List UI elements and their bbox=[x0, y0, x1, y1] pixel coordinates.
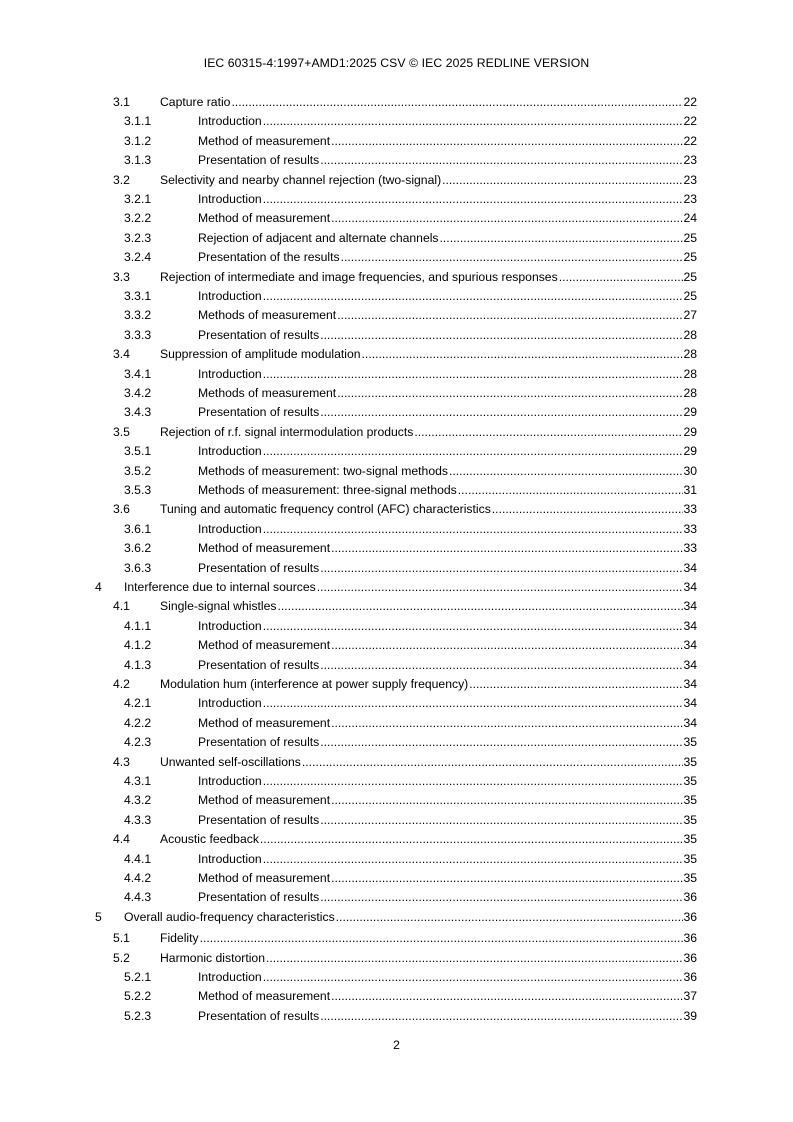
toc-entry[interactable] bbox=[124, 132, 697, 151]
toc-entry-page: 34 bbox=[683, 657, 697, 672]
toc-entry-page: 36 bbox=[683, 931, 697, 946]
toc-entry-title: Presentation of results bbox=[198, 405, 320, 420]
toc-dot-leader bbox=[262, 617, 684, 636]
toc-entry-page: 35 bbox=[683, 735, 697, 750]
toc-entry[interactable] bbox=[124, 520, 697, 539]
toc-dot-leader bbox=[330, 539, 683, 558]
toc-dot-leader bbox=[439, 229, 684, 248]
toc-dot-leader bbox=[319, 559, 683, 578]
toc-entry-title: Method of measurement bbox=[198, 871, 331, 885]
toc-entry-page: 23 bbox=[683, 153, 697, 168]
toc-entry-number: 3.4.3 bbox=[124, 405, 152, 420]
toc-entry-page: 34 bbox=[683, 580, 697, 594]
toc-entry[interactable] bbox=[124, 403, 697, 422]
toc-entry-title: Introduction bbox=[198, 851, 262, 866]
toc-entry[interactable] bbox=[113, 345, 697, 364]
toc-entry-page: 34 bbox=[683, 715, 697, 730]
toc-entry-page: 35 bbox=[683, 871, 697, 885]
toc-entry-page: 24 bbox=[683, 211, 697, 226]
toc-entry-number: 3.4.1 bbox=[124, 366, 152, 381]
toc-dot-leader bbox=[340, 248, 684, 267]
toc-entry-page: 29 bbox=[683, 444, 697, 459]
toc-entry-title: Method of measurement bbox=[198, 638, 331, 653]
toc-entry-number: 4.3.1 bbox=[124, 774, 152, 788]
toc-entry-title: Presentation of results bbox=[198, 1008, 320, 1023]
toc-dot-leader bbox=[330, 636, 683, 655]
toc-entry-number: 4.2.3 bbox=[124, 735, 152, 750]
toc-entry-page: 37 bbox=[683, 989, 697, 1004]
toc-entry-page: 36 bbox=[683, 890, 697, 905]
toc-entry[interactable] bbox=[113, 949, 697, 968]
toc-entry-title: Method of measurement bbox=[198, 715, 331, 730]
toc-entry[interactable] bbox=[124, 733, 697, 752]
toc-entry-page: 22 bbox=[683, 114, 697, 129]
toc-entry-page: 35 bbox=[683, 774, 697, 788]
toc-dot-leader bbox=[262, 772, 684, 791]
toc-entry-page: 33 bbox=[683, 541, 697, 556]
toc-entry-number: 4.3.3 bbox=[124, 812, 152, 827]
toc-entry-page: 28 bbox=[683, 386, 697, 400]
toc-entry-page: 31 bbox=[683, 483, 697, 497]
toc-entry-number: 3.5 bbox=[113, 424, 130, 439]
toc-entry[interactable] bbox=[124, 772, 697, 791]
toc-entry[interactable] bbox=[113, 753, 697, 772]
toc-entry-title: Presentation of results bbox=[198, 890, 320, 905]
toc-entry-number: 4.1.1 bbox=[124, 618, 152, 633]
toc-entry-number: 5 bbox=[95, 909, 102, 924]
toc-entry[interactable] bbox=[124, 248, 697, 267]
toc-entry-title: Tuning and automatic frequency control (AFC) characteristics bbox=[160, 502, 491, 517]
toc-entry-number: 3.6.1 bbox=[124, 521, 152, 536]
toc-entry[interactable] bbox=[124, 384, 697, 403]
toc-entry-title: Unwanted self-oscillations bbox=[160, 754, 301, 769]
toc-entry-page: 35 bbox=[683, 793, 697, 808]
toc-entry-page: 36 bbox=[683, 970, 697, 984]
toc-entry[interactable] bbox=[124, 869, 697, 888]
toc-dot-leader bbox=[330, 209, 683, 228]
toc-entry-title: Presentation of results bbox=[198, 327, 320, 342]
toc-entry-page: 33 bbox=[683, 521, 697, 536]
toc-entry-number: 4.4.2 bbox=[124, 871, 152, 885]
toc-dot-leader bbox=[262, 694, 684, 713]
toc-entry[interactable] bbox=[113, 423, 697, 442]
toc-entry-page: 28 bbox=[683, 347, 697, 362]
toc-entry-title: Introduction bbox=[198, 774, 262, 788]
toc-entry[interactable] bbox=[113, 268, 697, 287]
toc-dot-leader bbox=[316, 578, 684, 597]
toc-entry-page: 39 bbox=[683, 1008, 697, 1023]
toc-entry-title: Overall audio-frequency characteristics bbox=[124, 909, 335, 924]
toc-entry-title: Method of measurement bbox=[198, 541, 331, 556]
toc-entry-number: 3.3.2 bbox=[124, 308, 152, 323]
toc-dot-leader bbox=[277, 597, 684, 616]
toc-entry-number: 4.2 bbox=[113, 677, 130, 691]
toc-entry-title: Acoustic feedback bbox=[160, 832, 259, 847]
toc-entry-title: Introduction bbox=[198, 289, 262, 303]
toc-entry-page: 35 bbox=[683, 812, 697, 827]
toc-entry-number: 4.4.3 bbox=[124, 890, 152, 905]
toc-entry-page: 23 bbox=[683, 192, 697, 206]
toc-dot-leader bbox=[262, 365, 684, 384]
toc-entry-number: 3.6.2 bbox=[124, 541, 152, 556]
toc-entry-number: 4.2.2 bbox=[124, 715, 152, 730]
toc-entry[interactable] bbox=[124, 850, 697, 869]
toc-entry[interactable] bbox=[124, 539, 697, 558]
toc-entry[interactable] bbox=[124, 365, 697, 384]
toc-dot-leader bbox=[262, 968, 684, 987]
toc-entry-title: Introduction bbox=[198, 192, 262, 206]
toc-entry-number: 5.2 bbox=[113, 950, 130, 965]
toc-entry[interactable] bbox=[124, 617, 697, 636]
toc-dot-leader bbox=[199, 929, 684, 948]
toc-entry-number: 3.1.3 bbox=[124, 153, 152, 168]
toc-entry-page: 23 bbox=[683, 172, 697, 187]
toc-entry-page: 28 bbox=[683, 327, 697, 342]
toc-dot-leader bbox=[262, 442, 684, 461]
page-number: 2 bbox=[393, 1038, 400, 1052]
toc-dot-leader bbox=[330, 132, 683, 151]
toc-dot-leader bbox=[262, 850, 684, 869]
toc-dot-leader bbox=[319, 326, 683, 345]
toc-entry-title: Introduction bbox=[198, 618, 262, 633]
toc-entry-page: 22 bbox=[683, 95, 697, 109]
toc-entry-number: 4 bbox=[95, 580, 102, 594]
toc-dot-leader bbox=[558, 268, 684, 287]
toc-dot-leader bbox=[330, 791, 683, 810]
toc-entry-page: 33 bbox=[683, 502, 697, 517]
toc-dot-leader bbox=[413, 423, 683, 442]
toc-entry-page: 35 bbox=[683, 754, 697, 769]
toc-entry-page: 25 bbox=[683, 250, 697, 265]
toc-entry-page: 29 bbox=[683, 405, 697, 420]
toc-entry-number: 4.4 bbox=[113, 832, 130, 847]
toc-entry-page: 28 bbox=[683, 366, 697, 381]
toc-entry[interactable] bbox=[124, 151, 697, 170]
toc-entry[interactable] bbox=[113, 597, 697, 616]
toc-entry[interactable] bbox=[124, 190, 697, 209]
toc-entry-number: 3.1 bbox=[113, 95, 130, 109]
toc-dot-leader bbox=[230, 93, 683, 112]
toc-entry-title: Method of measurement bbox=[198, 133, 331, 148]
toc-entry[interactable] bbox=[124, 559, 697, 578]
toc-entry[interactable] bbox=[113, 171, 697, 190]
toc-entry-number: 4.1 bbox=[113, 599, 130, 614]
toc-dot-leader bbox=[336, 306, 683, 325]
toc-entry[interactable] bbox=[113, 675, 697, 694]
toc-dot-leader bbox=[319, 811, 683, 830]
toc-dot-leader bbox=[319, 888, 683, 907]
toc-entry-number: 3.2 bbox=[113, 172, 130, 187]
toc-dot-leader bbox=[265, 949, 683, 968]
toc-entry-number: 4.3.2 bbox=[124, 793, 152, 808]
toc-dot-leader bbox=[262, 190, 684, 209]
toc-entry[interactable] bbox=[113, 93, 697, 112]
toc-entry-title: Harmonic distortion bbox=[160, 950, 265, 965]
toc-entry[interactable] bbox=[124, 326, 697, 345]
toc-entry-number: 3.5.1 bbox=[124, 444, 152, 459]
toc-entry[interactable] bbox=[124, 112, 697, 131]
toc-entry-page: 25 bbox=[683, 230, 697, 245]
toc-entry-number: 4.4.1 bbox=[124, 851, 152, 866]
toc-entry-number: 5.2.2 bbox=[124, 989, 152, 1004]
toc-entry-number: 3.4.2 bbox=[124, 386, 152, 400]
toc-dot-leader bbox=[319, 151, 683, 170]
toc-entry-number: 3.2.3 bbox=[124, 230, 152, 245]
toc-dot-leader bbox=[336, 384, 683, 403]
toc-entry-number: 3.5.2 bbox=[124, 463, 152, 478]
toc-entry-title: Rejection of intermediate and image frequencies, and spurious responses bbox=[160, 269, 558, 284]
toc-dot-leader bbox=[301, 753, 684, 772]
toc-entry-number: 4.2.1 bbox=[124, 696, 152, 711]
toc-entry-title: Introduction bbox=[198, 521, 262, 536]
toc-entry-number: 4.1.3 bbox=[124, 657, 152, 672]
toc-entry-title: Presentation of results bbox=[198, 560, 320, 575]
toc-entry-title: Methods of measurement bbox=[198, 308, 337, 323]
toc-entry[interactable] bbox=[124, 656, 697, 675]
toc-dot-leader bbox=[330, 987, 683, 1006]
toc-entry-page: 25 bbox=[683, 269, 697, 284]
toc-entry-page: 34 bbox=[683, 618, 697, 633]
toc-entry-page: 29 bbox=[683, 424, 697, 439]
toc-entry-title: Interference due to internal sources bbox=[124, 580, 316, 594]
toc-entry-number: 3.6.3 bbox=[124, 560, 152, 575]
toc-entry[interactable] bbox=[124, 811, 697, 830]
toc-entry-page: 25 bbox=[683, 289, 697, 303]
toc-entry[interactable] bbox=[124, 462, 697, 481]
toc-entry-title: Presentation of results bbox=[198, 812, 320, 827]
toc-dot-leader bbox=[319, 733, 683, 752]
toc-entry[interactable] bbox=[113, 500, 697, 519]
toc-entry[interactable] bbox=[124, 636, 697, 655]
toc-entry-title: Presentation of results bbox=[198, 657, 320, 672]
toc-entry-title: Presentation of the results bbox=[198, 250, 340, 265]
toc-entry-number: 3.1.1 bbox=[124, 114, 152, 129]
toc-dot-leader bbox=[259, 830, 684, 849]
toc-entry-page: 30 bbox=[683, 463, 697, 478]
toc-entry-title: Introduction bbox=[198, 114, 262, 129]
toc-entry-number: 5.2.3 bbox=[124, 1008, 152, 1023]
toc-entry[interactable] bbox=[124, 287, 697, 306]
toc-entry[interactable] bbox=[124, 306, 697, 325]
toc-entry-title: Method of measurement bbox=[198, 793, 331, 808]
toc-entry-page: 35 bbox=[683, 832, 697, 847]
toc-entry-number: 3.6 bbox=[113, 502, 130, 517]
toc-dot-leader bbox=[457, 481, 684, 500]
toc-entry-page: 35 bbox=[683, 851, 697, 866]
toc-dot-leader bbox=[319, 656, 683, 675]
toc-dot-leader bbox=[319, 403, 683, 422]
toc-entry-number: 3.3 bbox=[113, 269, 130, 284]
toc-entry-number: 3.2.1 bbox=[124, 192, 152, 206]
toc-entry-number: 5.2.1 bbox=[124, 970, 152, 984]
toc-entry[interactable] bbox=[113, 929, 697, 948]
toc-entry[interactable] bbox=[124, 694, 697, 713]
toc-dot-leader bbox=[262, 287, 684, 306]
toc-entry-page: 34 bbox=[683, 696, 697, 711]
toc-dot-leader bbox=[262, 112, 684, 131]
toc-entry[interactable] bbox=[124, 987, 697, 1006]
toc-entry-title: Capture ratio bbox=[160, 95, 231, 109]
toc-entry[interactable] bbox=[95, 578, 697, 597]
toc-entry-title: Introduction bbox=[198, 970, 262, 984]
toc-entry-title: Methods of measurement bbox=[198, 386, 337, 400]
toc-entry-title: Suppression of amplitude modulation bbox=[160, 347, 361, 362]
toc-dot-leader bbox=[361, 345, 684, 364]
toc-entry[interactable] bbox=[113, 830, 697, 849]
toc-entry-page: 34 bbox=[683, 677, 697, 691]
toc-entry[interactable] bbox=[124, 481, 697, 500]
toc-entry-number: 3.4 bbox=[113, 347, 130, 362]
toc-entry-page: 36 bbox=[683, 950, 697, 965]
toc-entry-title: Method of measurement bbox=[198, 989, 331, 1004]
toc-dot-leader bbox=[330, 714, 683, 733]
toc-entry[interactable] bbox=[124, 209, 697, 228]
toc-entry[interactable] bbox=[124, 229, 697, 248]
toc-entry-title: Modulation hum (interference at power supply frequency) bbox=[160, 677, 469, 691]
toc-entry-page: 22 bbox=[683, 133, 697, 148]
toc-entry-title: Method of measurement bbox=[198, 211, 331, 226]
toc-entry-number: 3.1.2 bbox=[124, 133, 152, 148]
toc-entry-number: 3.3.3 bbox=[124, 327, 152, 342]
toc-entry-number: 3.2.2 bbox=[124, 211, 152, 226]
toc-entry-title: Introduction bbox=[198, 696, 262, 711]
toc-dot-leader bbox=[491, 500, 684, 519]
toc-dot-leader bbox=[319, 1007, 683, 1026]
toc-entry-page: 34 bbox=[683, 599, 697, 614]
toc-entry-title: Fidelity bbox=[160, 931, 199, 946]
toc-entry-number: 3.2.4 bbox=[124, 250, 152, 265]
toc-entry[interactable] bbox=[95, 908, 697, 927]
toc-entry[interactable] bbox=[124, 888, 697, 907]
toc-entry-page: 36 bbox=[683, 909, 697, 924]
toc-entry-title: Presentation of results bbox=[198, 735, 320, 750]
toc-entry-title: Single-signal whistles bbox=[160, 599, 277, 614]
toc-dot-leader bbox=[468, 675, 683, 694]
toc-entry-number: 4.1.2 bbox=[124, 638, 152, 653]
toc-dot-leader bbox=[330, 869, 683, 888]
toc-entry-title: Methods of measurement: two-signal methods bbox=[198, 463, 448, 478]
toc-entry-title: Methods of measurement: three-signal methods bbox=[198, 483, 457, 497]
toc-entry-number: 4.3 bbox=[113, 754, 130, 769]
toc-entry-title: Selectivity and nearby channel rejection (two-signal) bbox=[160, 172, 442, 187]
toc-entry[interactable] bbox=[124, 791, 697, 810]
page-header: IEC 60315-4:1997+AMD1:2025 CSV © IEC 2025 REDLINE VERSION bbox=[203, 56, 590, 70]
toc-entry-number: 5.1 bbox=[113, 931, 130, 946]
toc-dot-leader bbox=[448, 462, 683, 481]
toc-entry-number: 3.5.3 bbox=[124, 483, 152, 497]
toc-dot-leader bbox=[441, 171, 683, 190]
toc-entry-title: Rejection of adjacent and alternate channels bbox=[198, 230, 439, 245]
toc-entry-page: 34 bbox=[683, 560, 697, 575]
toc-entry-title: Introduction bbox=[198, 366, 262, 381]
toc-entry[interactable] bbox=[124, 1007, 697, 1026]
toc-dot-leader bbox=[262, 520, 684, 539]
toc-entry[interactable] bbox=[124, 714, 697, 733]
toc-entry-title: Introduction bbox=[198, 444, 262, 459]
toc-entry-title: Rejection of r.f. signal intermodulation products bbox=[160, 424, 414, 439]
toc-entry-number: 3.3.1 bbox=[124, 289, 152, 303]
toc-entry-page: 34 bbox=[683, 638, 697, 653]
toc-entry[interactable] bbox=[124, 442, 697, 461]
toc-dot-leader bbox=[335, 908, 684, 927]
toc-entry-page: 27 bbox=[683, 308, 697, 323]
toc-entry[interactable] bbox=[124, 968, 697, 987]
toc-entry-title: Presentation of results bbox=[198, 153, 320, 168]
